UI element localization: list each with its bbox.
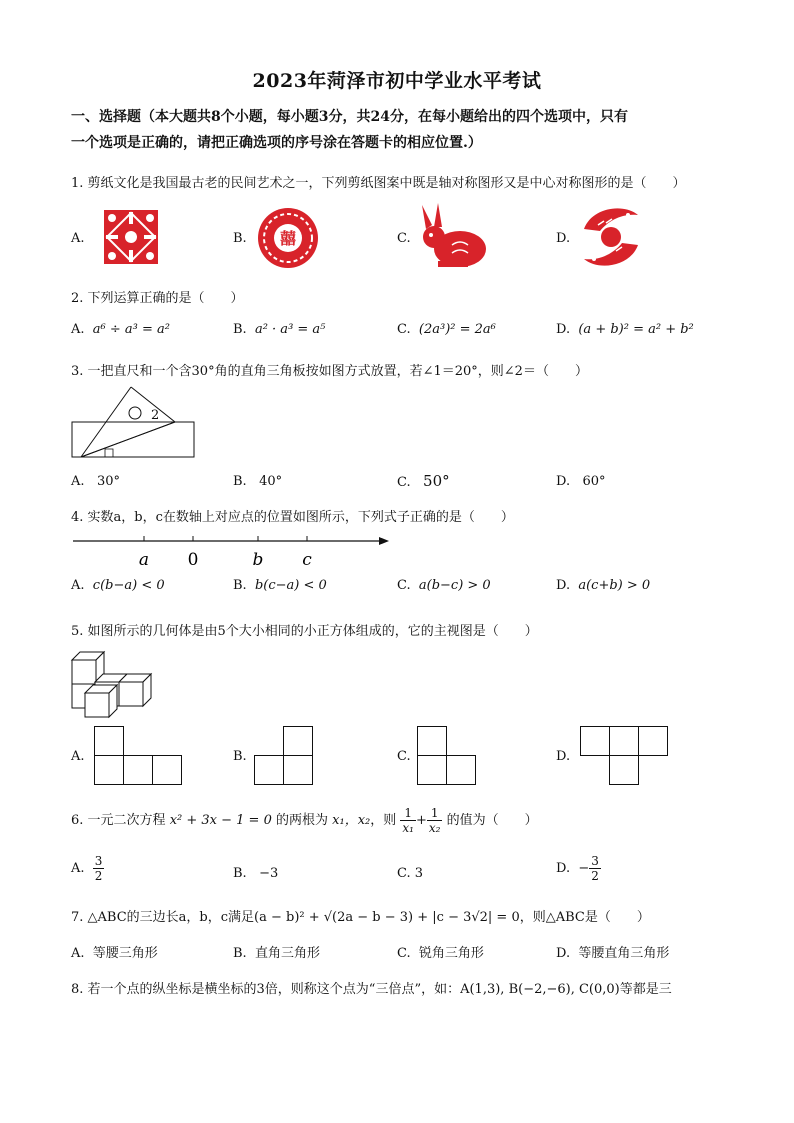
q6-roots: x₁，x₂ <box>332 813 371 828</box>
q1-option-b-papercut-image <box>256 206 320 270</box>
q4-option-a-label: A. <box>71 578 85 593</box>
q3-option-c <box>397 472 450 490</box>
q2-option-d-label: D. <box>556 322 571 337</box>
q3-ruler-triangle-figure <box>71 385 195 459</box>
q5-option-c-view <box>417 726 479 786</box>
q1-option-d-label: D. <box>556 231 571 246</box>
q6-equation: x² + 3x − 1 = 0 <box>169 813 272 828</box>
q2-option-d <box>556 322 694 337</box>
q6-stem-mid2: ，则 <box>370 813 397 828</box>
q2-option-b-text: a² · a³ = a⁵ <box>254 322 326 337</box>
q3-option-a-label: A. <box>71 474 85 489</box>
q1-option-c-label: C. <box>397 231 411 246</box>
q3-option-d <box>556 474 606 489</box>
q3-option-c-label: C. <box>397 475 411 490</box>
q6-frac2-num: 1 <box>427 806 443 821</box>
q6-option-b-text: −3 <box>259 866 279 881</box>
q5-option-b-view <box>254 726 316 786</box>
q6-frac1-den: x₁ <box>402 821 414 835</box>
q3-option-a-text: 30° <box>96 474 120 489</box>
q7-option-c-label: C. <box>397 946 411 961</box>
q4-option-d-text: a(c+b) > 0 <box>578 578 651 593</box>
q7-option-b-text: 直角三角形 <box>254 946 320 961</box>
q6-plus: + <box>415 813 427 828</box>
q2-option-b <box>233 322 325 337</box>
question-3-stem: 3. 一把直尺和一个含30°角的直角三角板按如图方式放置，若∠1＝20°，则∠2＝（ ） <box>71 364 588 379</box>
q7-option-c <box>397 942 484 961</box>
q5-option-a-label: A. <box>71 749 85 764</box>
question-1-stem: 1. 剪纸文化是我国最古老的民间艺术之一，下列剪纸图案中既是轴对称图形又是中心对称图形的是（ ） <box>71 176 686 191</box>
q1-option-b-label: B. <box>233 231 247 246</box>
q6-option-b <box>233 866 278 881</box>
section-heading <box>71 104 731 156</box>
q2-option-c-text: (2a³)² = 2a⁶ <box>418 322 496 337</box>
q6-option-a-fraction <box>93 854 105 883</box>
q2-option-a-label: A. <box>71 322 85 337</box>
q6-stem-pre: 6. 一元二次方程 <box>71 813 166 828</box>
q3-option-b <box>233 474 282 489</box>
q5-option-d-label: D. <box>556 749 571 764</box>
q7-option-d <box>556 942 669 961</box>
svg-text:囍: 囍 <box>279 229 297 248</box>
q4-option-d <box>556 578 650 593</box>
q2-option-d-text: (a + b)² = a² + b² <box>578 322 694 337</box>
axis-label-0: 0 <box>187 550 199 570</box>
q4-option-a <box>71 578 165 593</box>
q7-option-d-label: D. <box>556 946 571 961</box>
section-heading-line2: 一个选项是正确的，请把正确选项的序号涂在答题卡的相应位置.） <box>71 135 482 151</box>
q5-option-c-label: C. <box>397 749 411 764</box>
q6-option-a <box>71 854 104 883</box>
q4-option-d-label: D. <box>556 578 571 593</box>
number-line-arrow-icon <box>379 537 389 545</box>
q6-option-d-num: 3 <box>591 854 599 868</box>
q2-option-a <box>71 322 170 337</box>
q4-option-b-text: b(c−a) < 0 <box>254 578 327 593</box>
q6-option-d-label: D. <box>556 861 571 876</box>
q3-option-d-text: 60° <box>582 474 606 489</box>
q7-option-b <box>233 942 320 961</box>
q2-option-c <box>397 322 496 337</box>
page-title: 2023年菏泽市初中学业水平考试 <box>252 70 542 92</box>
q6-frac1-num: 1 <box>400 806 416 821</box>
question-6-stem <box>71 806 538 835</box>
q2-option-c-label: C. <box>397 322 411 337</box>
q6-option-d <box>556 854 601 883</box>
q4-option-c-text: a(b−c) > 0 <box>418 578 491 593</box>
section-heading-line1: 一、选择题（本大题共8个小题，每小题3分，共24分，在每小题给出的四个选项中，只有 <box>71 109 628 125</box>
q4-option-b-label: B. <box>233 578 247 593</box>
q2-option-b-label: B. <box>233 322 247 337</box>
q1-option-a-papercut-image <box>100 206 162 268</box>
axis-label-b: b <box>252 550 264 570</box>
q6-option-a-den: 2 <box>94 869 103 883</box>
q3-option-b-text: 40° <box>259 474 283 489</box>
q4-option-b <box>233 578 327 593</box>
q1-option-c-rabbit-image <box>416 203 490 271</box>
q4-option-c <box>397 578 491 593</box>
q5-option-d-view <box>580 726 672 786</box>
q6-fraction-1 <box>400 806 416 835</box>
q2-option-a-text: a⁶ ÷ a³ = a² <box>92 322 170 337</box>
q7-option-a-label: A. <box>71 946 85 961</box>
q1-option-d-fish-image <box>578 201 644 273</box>
q6-option-a-label: A. <box>71 861 85 876</box>
q7-option-c-text: 锐角三角形 <box>418 946 484 961</box>
q7-option-d-text: 等腰直角三角形 <box>578 946 670 961</box>
axis-label-a: a <box>138 550 150 570</box>
q5-solid-figure <box>71 648 155 720</box>
q7-option-b-label: B. <box>233 946 247 961</box>
question-8-stem: 8. 若一个点的纵坐标是横坐标的3倍，则称这个点为“三倍点”，如：A(1,3), B(−2,−6), C(0,0)等都是三 <box>71 982 672 997</box>
q7-option-a <box>71 942 158 961</box>
axis-label-c: c <box>302 550 312 570</box>
q4-option-c-label: C. <box>397 578 411 593</box>
q6-option-d-den: 2 <box>591 869 599 883</box>
q1-option-a-label: A. <box>71 231 85 246</box>
q6-fraction-2 <box>427 806 443 835</box>
q6-option-c <box>397 866 423 881</box>
q6-option-c-label: C. <box>397 866 411 881</box>
q3-option-d-label: D. <box>556 474 571 489</box>
q6-frac2-den: x₂ <box>428 821 441 835</box>
q7-option-a-text: 等腰三角形 <box>92 946 158 961</box>
q3-option-b-label: B. <box>233 474 247 489</box>
q5-option-a-view <box>94 726 184 786</box>
q5-option-b-label: B. <box>233 749 247 764</box>
question-2-stem: 2. 下列运算正确的是（ ） <box>71 291 244 306</box>
q6-option-c-text: 3 <box>414 866 424 881</box>
q6-stem-mid: 的两根为 <box>276 813 329 828</box>
q6-stem-post: 的值为（ ） <box>446 813 538 828</box>
q3-option-c-text: 50° <box>423 472 450 490</box>
q6-option-b-label: B. <box>233 866 247 881</box>
q4-number-line-figure <box>71 530 391 570</box>
q4-option-a-text: c(b−a) < 0 <box>92 578 165 593</box>
q3-angle-2-label: 2 <box>151 408 160 423</box>
question-5-stem: 5. 如图所示的几何体是由5个大小相同的小正方体组成的，它的主视图是（ ） <box>71 624 538 639</box>
q6-option-d-sign: − <box>578 861 590 876</box>
q6-option-a-num: 3 <box>94 854 103 868</box>
q3-option-a <box>71 474 120 489</box>
question-7-stem: 7. △ABC的三边长a，b，c满足(a − b)² + √(2a − b − 3) + |c − 3√2| = 0，则△ABC是（ ） <box>71 910 650 925</box>
question-4-stem: 4. 实数a，b，c在数轴上对应点的位置如图所示，下列式子正确的是（ ） <box>71 510 514 525</box>
q6-option-d-fraction <box>589 854 601 883</box>
